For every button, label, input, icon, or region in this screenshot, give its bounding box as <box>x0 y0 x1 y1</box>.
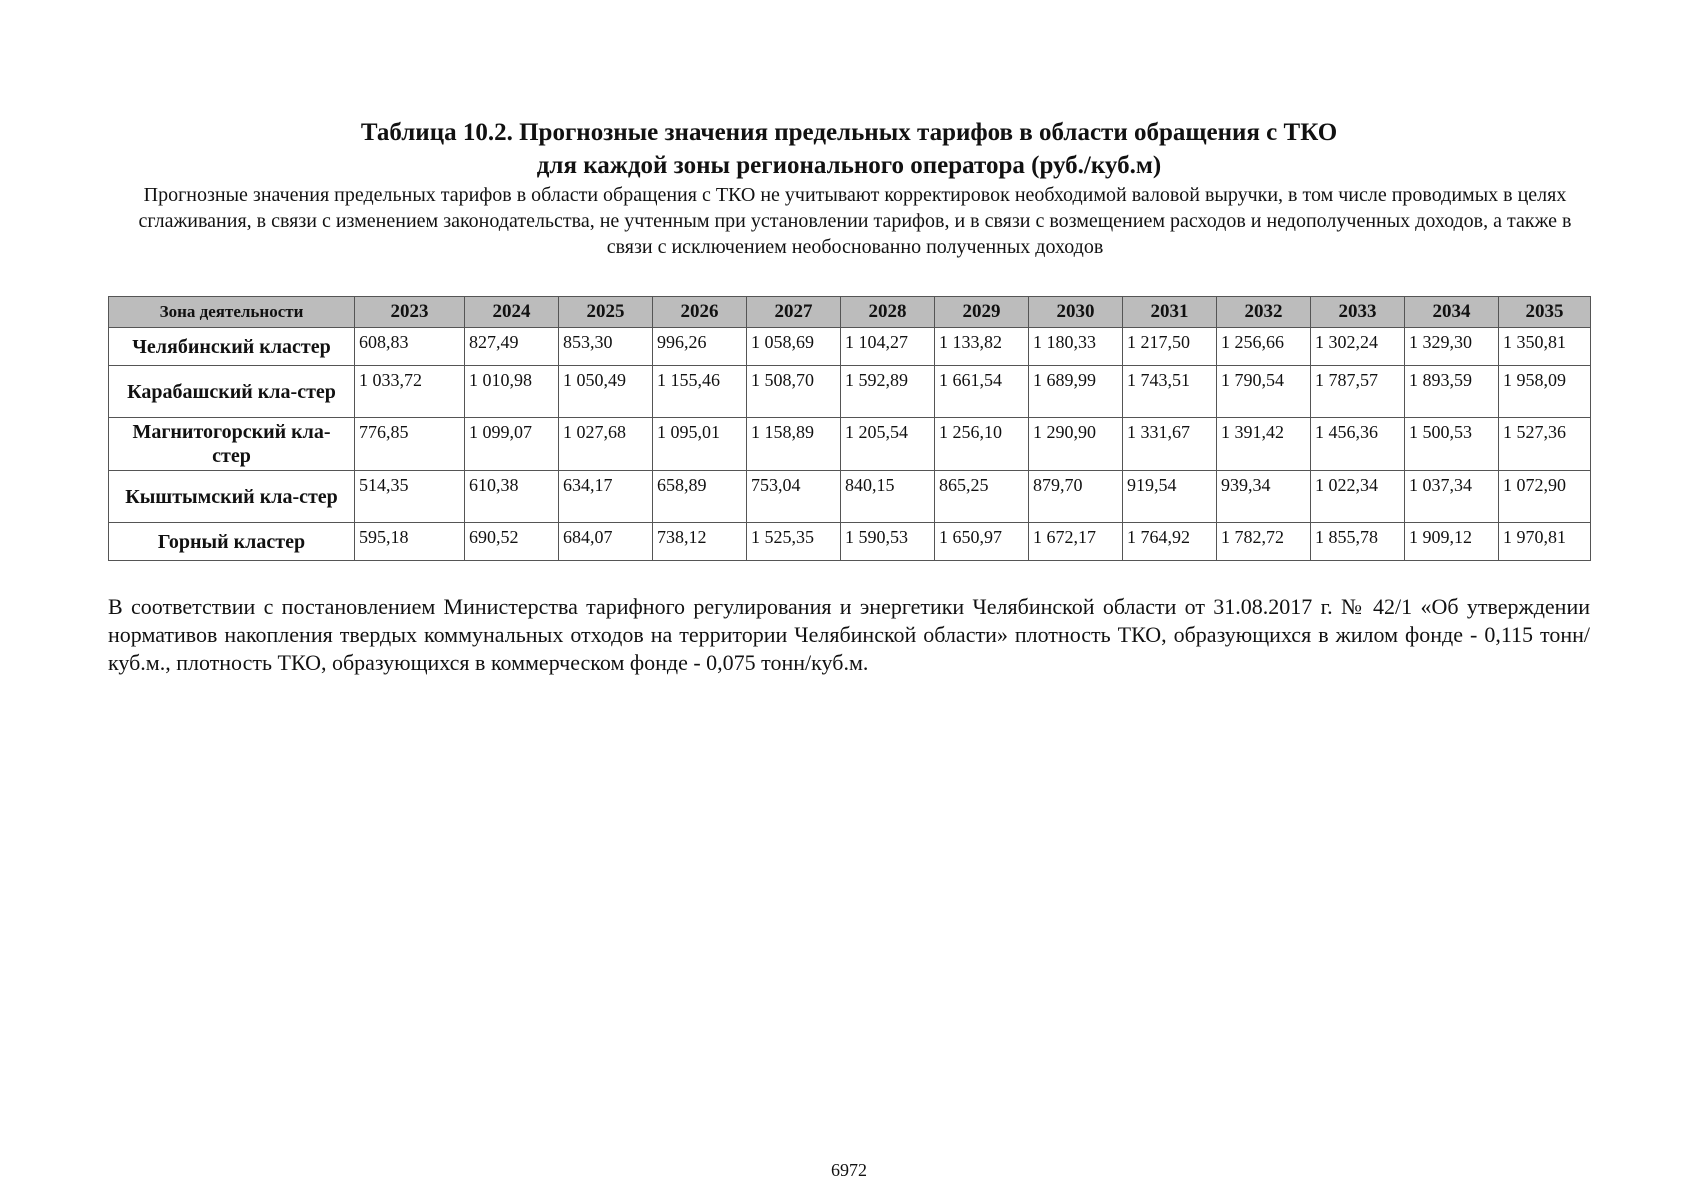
tariff-cell: 1 958,09 <box>1499 366 1591 418</box>
tariff-cell: 514,35 <box>355 471 465 523</box>
tariff-cell: 1 205,54 <box>841 418 935 471</box>
year-header: 2024 <box>465 297 559 328</box>
tariff-cell: 1 391,42 <box>1217 418 1311 471</box>
tariff-cell: 608,83 <box>355 328 465 366</box>
table-header-row <box>109 297 1591 328</box>
year-header: 2027 <box>747 297 841 328</box>
tariff-cell: 1 689,99 <box>1029 366 1123 418</box>
tariff-cell: 1 027,68 <box>559 418 653 471</box>
table-note: Прогнозные значения предельных тарифов в области обращения с ТКО не учитывают корректировок необходимой валовой выручки, в том числе проводимых в целях сглаживания, в связи с изменением законодательства, не учтенным при установлении тарифов, и в связи с возмещением расходов и недополученных доходов, а также в связи с исключением необоснованно полученных доходов <box>138 184 1572 258</box>
table-row <box>109 328 1591 366</box>
zone-name: Челябинский кластер <box>109 328 355 366</box>
year-header: 2028 <box>841 297 935 328</box>
zone-column-header: Зона деятельности <box>109 297 355 328</box>
tariff-cell: 1 256,66 <box>1217 328 1311 366</box>
zone-name: Карабашский кла-стер <box>109 366 355 418</box>
tariff-cell: 1 095,01 <box>653 418 747 471</box>
tariff-cell: 1 787,57 <box>1311 366 1405 418</box>
tariff-cell: 1 508,70 <box>747 366 841 418</box>
tariff-cell: 827,49 <box>465 328 559 366</box>
year-header: 2034 <box>1405 297 1499 328</box>
zone-name: Горный кластер <box>109 523 355 561</box>
tariff-cell: 690,52 <box>465 523 559 561</box>
year-header: 2030 <box>1029 297 1123 328</box>
tariff-cell: 1 855,78 <box>1311 523 1405 561</box>
tariff-cell: 1 909,12 <box>1405 523 1499 561</box>
tariff-cell: 684,07 <box>559 523 653 561</box>
tariff-cell: 1 217,50 <box>1123 328 1217 366</box>
tariff-cell: 1 764,92 <box>1123 523 1217 561</box>
tariff-cell: 1 037,34 <box>1405 471 1499 523</box>
table-title-line1: Таблица 10.2. Прогнозные значения предельных тарифов в области обращения с ТКО <box>360 119 1338 146</box>
year-header: 2026 <box>653 297 747 328</box>
tariff-table <box>108 296 1591 561</box>
tariff-cell: 1 099,07 <box>465 418 559 471</box>
tariff-cell: 1 010,98 <box>465 366 559 418</box>
year-header: 2023 <box>355 297 465 328</box>
tariff-cell: 1 590,53 <box>841 523 935 561</box>
tariff-cell: 1 350,81 <box>1499 328 1591 366</box>
zone-name: Магнитогорский кла-стер <box>109 418 355 471</box>
year-header: 2029 <box>935 297 1029 328</box>
tariff-cell: 1 058,69 <box>747 328 841 366</box>
table-row <box>109 366 1591 418</box>
tariff-cell: 1 893,59 <box>1405 366 1499 418</box>
tariff-cell: 1 158,89 <box>747 418 841 471</box>
tariff-cell: 1 456,36 <box>1311 418 1405 471</box>
tariff-cell: 919,54 <box>1123 471 1217 523</box>
tariff-cell: 1 661,54 <box>935 366 1029 418</box>
tariff-cell: 658,89 <box>653 471 747 523</box>
tariff-cell: 853,30 <box>559 328 653 366</box>
tariff-cell: 996,26 <box>653 328 747 366</box>
year-header: 2035 <box>1499 297 1591 328</box>
tariff-cell: 1 790,54 <box>1217 366 1311 418</box>
body-paragraph: В соответствии с постановлением Министерства тарифного регулирования и энергетики Челябинской области от 31.08.2017 г. № 42/1 «Об утверждении нормативов накопления твердых коммунальных отходов на территории Челябинской области» плотность ТКО, образующихся в жилом фонде - 0,115 тонн/куб.м., плотность ТКО, образующихся в коммерческом фонде - 0,075 тонн/куб.м. <box>108 594 1590 675</box>
zone-name: Кыштымский кла-стер <box>109 471 355 523</box>
table-row <box>109 523 1591 561</box>
tariff-cell: 1 331,67 <box>1123 418 1217 471</box>
tariff-cell: 1 180,33 <box>1029 328 1123 366</box>
tariff-cell: 1 970,81 <box>1499 523 1591 561</box>
tariff-cell: 879,70 <box>1029 471 1123 523</box>
tariff-cell: 1 527,36 <box>1499 418 1591 471</box>
tariff-cell: 1 592,89 <box>841 366 935 418</box>
tariff-cell: 634,17 <box>559 471 653 523</box>
tariff-cell: 1 782,72 <box>1217 523 1311 561</box>
tariff-cell: 610,38 <box>465 471 559 523</box>
tariff-cell: 939,34 <box>1217 471 1311 523</box>
table-title-line2: для каждой зоны регионального оператора (руб./куб.м) <box>536 152 1162 179</box>
year-header: 2031 <box>1123 297 1217 328</box>
year-header: 2032 <box>1217 297 1311 328</box>
table-row <box>109 418 1591 471</box>
tariff-cell: 753,04 <box>747 471 841 523</box>
tariff-cell: 738,12 <box>653 523 747 561</box>
table-row <box>109 471 1591 523</box>
tariff-cell: 1 650,97 <box>935 523 1029 561</box>
tariff-cell: 1 525,35 <box>747 523 841 561</box>
page-number: 6972 <box>831 1160 867 1180</box>
tariff-cell: 1 104,27 <box>841 328 935 366</box>
tariff-cell: 1 256,10 <box>935 418 1029 471</box>
year-header: 2033 <box>1311 297 1405 328</box>
tariff-cell: 1 033,72 <box>355 366 465 418</box>
table-title <box>0 116 1698 182</box>
tariff-cell: 865,25 <box>935 471 1029 523</box>
tariff-cell: 1 302,24 <box>1311 328 1405 366</box>
tariff-cell: 840,15 <box>841 471 935 523</box>
tariff-cell: 1 155,46 <box>653 366 747 418</box>
tariff-cell: 1 072,90 <box>1499 471 1591 523</box>
tariff-cell: 1 743,51 <box>1123 366 1217 418</box>
tariff-cell: 595,18 <box>355 523 465 561</box>
tariff-cell: 1 500,53 <box>1405 418 1499 471</box>
tariff-cell: 1 290,90 <box>1029 418 1123 471</box>
tariff-cell: 1 022,34 <box>1311 471 1405 523</box>
tariff-cell: 1 133,82 <box>935 328 1029 366</box>
year-header: 2025 <box>559 297 653 328</box>
tariff-cell: 1 329,30 <box>1405 328 1499 366</box>
tariff-cell: 776,85 <box>355 418 465 471</box>
tariff-cell: 1 050,49 <box>559 366 653 418</box>
tariff-cell: 1 672,17 <box>1029 523 1123 561</box>
